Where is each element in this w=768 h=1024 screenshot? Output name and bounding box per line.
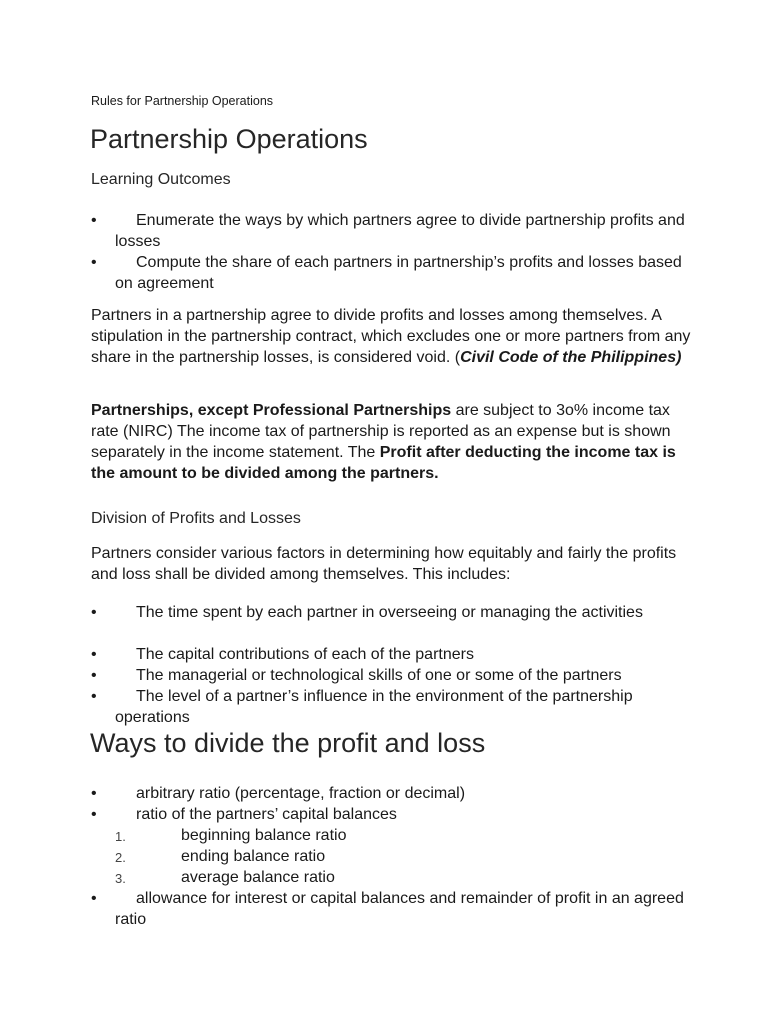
way-item bbox=[91, 804, 691, 825]
way-text: allowance for interest or capital balances and remainder of profit in an agreed ratio bbox=[115, 890, 684, 928]
bullet-icon: • bbox=[91, 890, 97, 907]
outcome-item bbox=[91, 252, 691, 294]
outcome-text: Enumerate the ways by which partners agree to divide partnership profits and losses bbox=[115, 212, 685, 250]
heading-ways-to-divide: Ways to divide the profit and loss bbox=[90, 728, 486, 758]
factor-item bbox=[91, 665, 691, 686]
sub-way-text: average balance ratio bbox=[181, 869, 335, 886]
way-text: ratio of the partners’ capital balances bbox=[136, 806, 397, 823]
division-heading: Division of Profits and Losses bbox=[91, 510, 301, 527]
sub-way-item bbox=[91, 867, 691, 888]
way-text: arbitrary ratio (percentage, fraction or decimal) bbox=[136, 785, 466, 802]
sub-way-item bbox=[91, 825, 691, 846]
bullet-icon: • bbox=[91, 212, 97, 229]
bullet-icon: • bbox=[91, 688, 97, 705]
outcome-text: Compute the share of each partners in partnership’s profits and losses based on agreement bbox=[115, 254, 682, 292]
learning-outcomes-heading: Learning Outcomes bbox=[91, 171, 231, 188]
paragraph-text: are subject to 3o% income tax rate (NIRC) The income tax of partnership is reported as an expense but is shown separately in the income statement. The bbox=[91, 402, 671, 461]
factor-text: The managerial or technological skills of one or some of the partners bbox=[136, 667, 622, 684]
bullet-icon: • bbox=[91, 806, 97, 823]
factor-item bbox=[91, 602, 691, 623]
paragraph-text: Partners in a partnership agree to divide profits and losses among themselves. A stipulation in the partnership contract, which excludes one or more partners from any share in the partnership losses, is considered void. ( bbox=[91, 307, 691, 366]
paragraph-factors-intro: Partners consider various factors in determining how equitably and fairly the profits and loss shall be divided among themselves. This includes: bbox=[91, 545, 677, 583]
list-number: 2. bbox=[115, 850, 126, 865]
factor-text: The capital contributions of each of the partners bbox=[136, 646, 474, 663]
bullet-icon: • bbox=[91, 254, 97, 271]
sub-way-item bbox=[91, 846, 691, 867]
factor-item bbox=[91, 644, 691, 665]
bold-phrase: Partnerships, except Professional Partnerships bbox=[91, 402, 452, 419]
list-number: 1. bbox=[115, 829, 126, 844]
bullet-icon: • bbox=[91, 785, 97, 802]
way-item bbox=[91, 783, 691, 804]
citation: Civil Code of the Philippines) bbox=[460, 349, 682, 366]
bullet-icon: • bbox=[91, 646, 97, 663]
sub-way-text: beginning balance ratio bbox=[181, 827, 347, 844]
bold-phrase: Profit after deducting the income tax is the amount to be divided among the partners. bbox=[91, 444, 676, 482]
bullet-icon: • bbox=[91, 667, 97, 684]
sub-way-text: ending balance ratio bbox=[181, 848, 326, 865]
factor-text: The time spent by each partner in overseeing or managing the activities bbox=[136, 604, 643, 621]
paragraph-income-tax bbox=[91, 400, 691, 484]
heading-partnership-operations: Partnership Operations bbox=[90, 124, 368, 154]
way-item bbox=[91, 888, 691, 930]
list-number: 3. bbox=[115, 871, 126, 886]
factor-item bbox=[91, 686, 691, 728]
factor-text: The level of a partner’s influence in the environment of the partnership operations bbox=[115, 688, 633, 726]
outcome-item bbox=[91, 210, 691, 252]
paragraph-division-agreement bbox=[91, 305, 691, 368]
document-title: Rules for Partnership Operations bbox=[91, 94, 274, 108]
bullet-icon: • bbox=[91, 604, 97, 621]
